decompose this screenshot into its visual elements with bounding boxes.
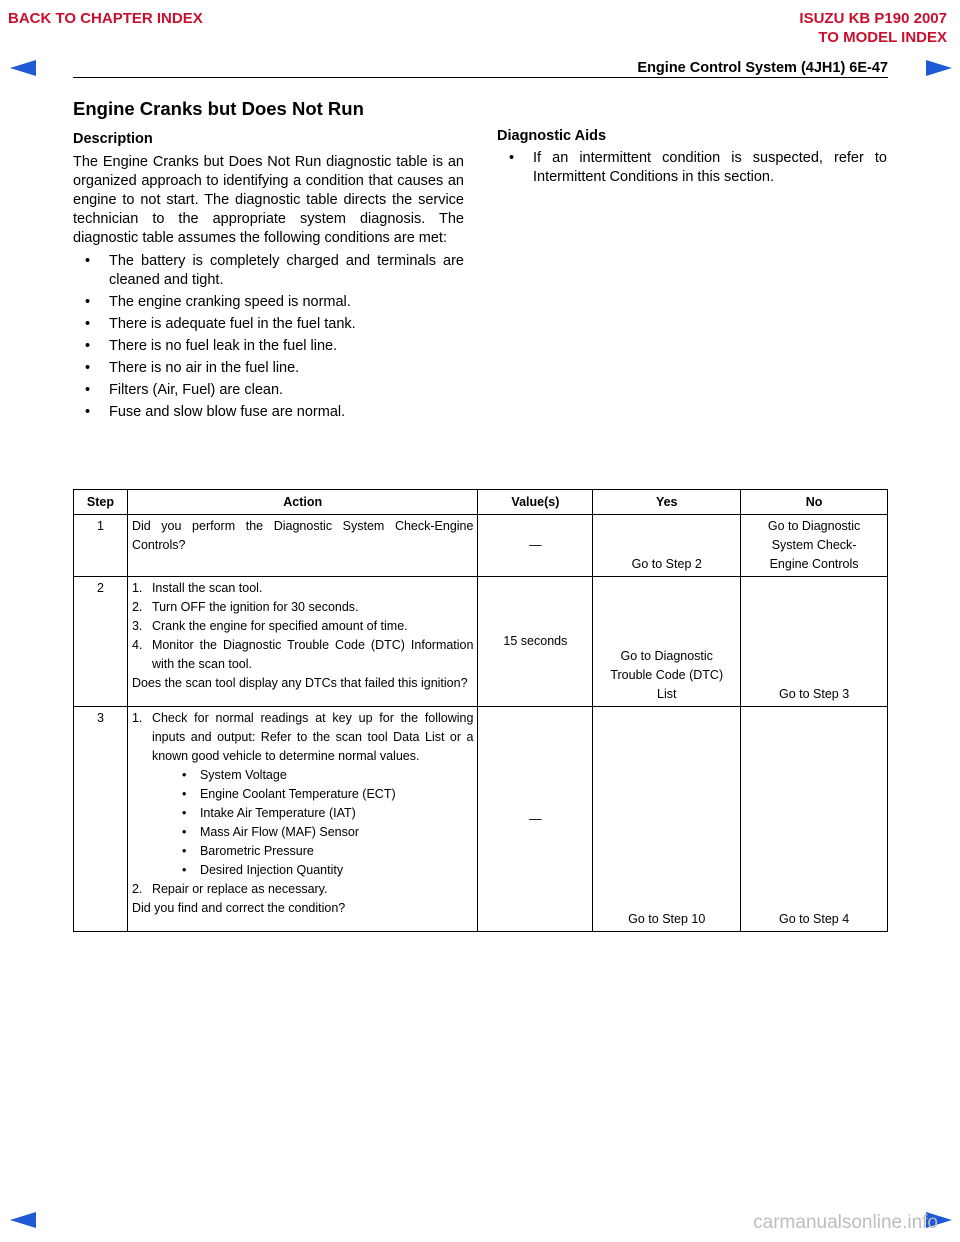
yes-cell: Go to Step 10 xyxy=(593,707,741,932)
action-step-text: Monitor the Diagnostic Trouble Code (DTC) Information with the scan tool. xyxy=(151,638,474,671)
list-item: • Desired Injection Quantity xyxy=(182,861,474,880)
action-steps xyxy=(132,880,474,899)
no-cell-line: Go to Diagnostic xyxy=(767,519,861,533)
header-rule xyxy=(73,77,888,78)
no-cell-line: Engine Controls xyxy=(769,557,859,571)
previous-page-arrow-icon[interactable] xyxy=(10,60,36,76)
column-header-values: Value(s) xyxy=(478,490,593,515)
diagnostic-aids-title: Diagnostic Aids xyxy=(497,128,607,144)
value-cell: — xyxy=(478,707,593,932)
yes-cell xyxy=(593,577,741,707)
list-item: • The engine cranking speed is normal. xyxy=(73,293,464,312)
watermark: carmanualsonline.info xyxy=(753,1212,938,1233)
back-to-chapter-index-link[interactable]: BACK TO CHAPTER INDEX xyxy=(8,10,203,27)
action-cell: Did you perform the Diagnostic System Check-Engine Controls? xyxy=(127,515,478,577)
inputs-list xyxy=(132,766,474,880)
list-item: • There is adequate fuel in the fuel tank. xyxy=(73,315,464,334)
list-item: • Filters (Air, Fuel) are clean. xyxy=(73,381,464,400)
action-cell xyxy=(127,577,478,707)
action-steps xyxy=(132,579,474,674)
no-cell xyxy=(741,515,888,577)
yes-cell-line: List xyxy=(657,687,677,701)
conditions-list xyxy=(73,252,464,422)
column-header-yes: Yes xyxy=(593,490,741,515)
action-steps xyxy=(132,709,474,766)
diagnostic-aids-list xyxy=(497,149,887,187)
step-number: 2 xyxy=(74,577,128,707)
action-step: 3. Crank the engine for specified amount of time. xyxy=(131,619,408,633)
list-item: • Intake Air Temperature (IAT) xyxy=(182,804,474,823)
no-cell-line: System Check- xyxy=(771,538,857,552)
column-header-step: Step xyxy=(74,490,128,515)
action-step-text: Crank the engine for specified amount of time. xyxy=(151,619,408,633)
description-text: The Engine Cranks but Does Not Run diagnostic table is an organized approach to identifying a condition that causes an engine to not start. The diagnostic table directs the service technician to the appropriate system diagnosis. The diagnostic table assumes the following conditions are met: xyxy=(73,154,464,246)
list-item: • Barometric Pressure xyxy=(182,842,474,861)
list-item: • The battery is completely charged and terminals are cleaned and tight. xyxy=(73,252,464,290)
list-item: • System Voltage xyxy=(182,766,474,785)
action-step: 2. Repair or replace as necessary. xyxy=(131,882,328,896)
column-header-no: No xyxy=(741,490,888,515)
action-step: 2. Turn OFF the ignition for 30 seconds. xyxy=(131,600,359,614)
action-step-text: Repair or replace as necessary. xyxy=(151,882,328,896)
list-item: • Engine Coolant Temperature (ECT) xyxy=(182,785,474,804)
action-cell xyxy=(127,707,478,932)
page-heading: Engine Cranks but Does Not Run xyxy=(73,98,364,119)
table-row xyxy=(74,515,888,577)
table-header-row xyxy=(74,490,888,515)
action-step-text: Install the scan tool. xyxy=(151,581,263,595)
no-cell: Go to Step 4 xyxy=(741,707,888,932)
yes-cell-line: Trouble Code (DTC) xyxy=(610,668,724,682)
list-item: • There is no fuel leak in the fuel line. xyxy=(73,337,464,356)
list-item: • Mass Air Flow (MAF) Sensor xyxy=(182,823,474,842)
action-step-text: Check for normal readings at key up for the following inputs and output: Refer to the scan tool Data List or a known good vehicle to determine normal values. xyxy=(151,711,474,763)
action-step: 4. Monitor the Diagnostic Trouble Code (DTC) Information with the scan tool. xyxy=(131,638,474,671)
step-number: 1 xyxy=(74,515,128,577)
value-cell: 15 seconds xyxy=(478,577,593,707)
list-item: • Fuse and slow blow fuse are normal. xyxy=(73,403,464,422)
diagnostic-aids-section xyxy=(497,128,887,190)
action-question: Did you find and correct the condition? xyxy=(131,901,346,915)
table-row xyxy=(74,577,888,707)
action-question: Does the scan tool display any DTCs that failed this ignition? xyxy=(131,676,468,690)
description-title: Description xyxy=(73,131,153,147)
list-item: • If an intermittent condition is suspected, refer to Intermittent Conditions in this section. xyxy=(497,149,887,187)
no-cell: Go to Step 3 xyxy=(741,577,888,707)
action-step: 1. Install the scan tool. xyxy=(131,581,263,595)
column-header-action: Action xyxy=(127,490,478,515)
table-row xyxy=(74,707,888,932)
diagnostic-table xyxy=(73,489,888,932)
action-step: 1. Check for normal readings at key up for the following inputs and output: Refer to the scan tool Data List or a known good vehicle to determine normal values. xyxy=(131,711,474,763)
list-item: • There is no air in the fuel line. xyxy=(73,359,464,378)
to-model-index-link[interactable]: TO MODEL INDEX xyxy=(818,29,947,46)
page-header-title: Engine Control System (4JH1) 6E-47 xyxy=(637,60,888,76)
previous-page-arrow-icon[interactable] xyxy=(10,1212,36,1228)
description-section xyxy=(73,131,464,425)
vehicle-title-link[interactable]: ISUZU KB P190 2007 xyxy=(799,10,947,27)
yes-cell-line: Go to Diagnostic xyxy=(620,649,713,663)
step-number: 3 xyxy=(74,707,128,932)
yes-cell: Go to Step 2 xyxy=(593,515,741,577)
value-cell: — xyxy=(478,515,593,577)
next-page-arrow-icon[interactable] xyxy=(926,60,952,76)
action-step-text: Turn OFF the ignition for 30 seconds. xyxy=(151,600,359,614)
